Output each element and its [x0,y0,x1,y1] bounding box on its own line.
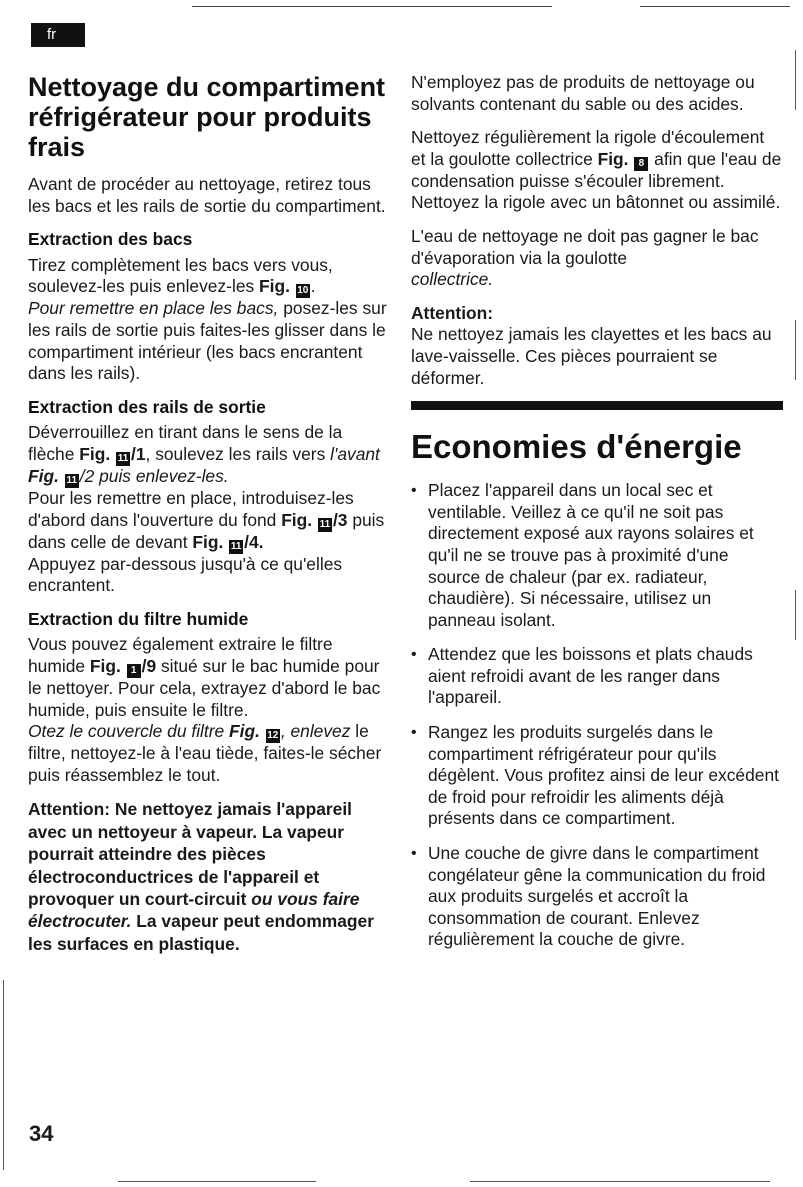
bullet-icon: • [411,724,417,742]
list-item: • Une couche de givre dans le compartiment congélateur gêne la communication du froid aux produits surgelés et accroît la consommation de courant. Enlevez régulièrement la couche de givre. [411,843,766,950]
language-badge: fr [31,23,85,47]
section-paragraph: Vous pouvez également extraire le filtre humide Fig. 1 /9 situé sur le bac humide pour le nettoyer. Pour cela, extrayez d'abord le bac humide, puis ensuite le filtre. Otez le couvercle du filtre Fig. 12 , enlevez le filtre, nettoyez-le à l'eau tiède, faites-le sécher puis réassemblez le tout. [28,634,382,785]
section-heading: Extraction des bacs [28,229,193,250]
bullet-list [411,480,783,951]
section-heading: Extraction du filtre humide [28,608,249,629]
paragraph: N'employez pas de produits de nettoyage ou solvants contenant du sable ou des acides. [411,72,755,114]
bottom-rule [118,1181,316,1182]
figure-ref-icon: 10 [297,285,309,297]
top-rule [192,6,552,7]
bottom-rule [470,1181,770,1182]
bullet-icon: • [411,646,417,664]
figure-ref-icon: 11 [117,452,129,464]
figure-ref-icon: 12 [267,730,279,742]
figure-ref-icon: 11 [319,518,331,530]
right-column [411,72,783,964]
intro-paragraph: Avant de procéder au nettoyage, retirez tous les bacs et les rails de sortie du compartiment. [28,174,386,216]
section-divider [411,401,783,410]
paragraph: Nettoyez régulièrement la rigole d'écoulement et la goulotte collectrice Fig. 8 afin que l'eau de condensation puisse s'écouler librement. Nettoyez la rigole avec un bâtonnet ou assimilé. [411,127,782,213]
bullet-icon: • [411,482,417,500]
page-title: Nettoyage du compartiment réfrigérateur pour produits frais [28,72,386,162]
figure-ref-icon: 1 [127,664,141,678]
margin-mark [3,980,4,1170]
figure-ref-icon: 11 [230,540,242,552]
margin-mark [795,50,796,110]
margin-mark [795,590,796,640]
list-item: • Rangez les produits surgelés dans le compartiment réfrigérateur pour qu'ils dégèlent. Vous profitez ainsi de leur excédent de froid pour refroidir les aliments déjà présents dans ce compartiment. [411,722,779,829]
list-item: • Attendez que les boissons et plats chauds aient refroidi avant de les ranger dans l'appareil. [411,644,753,708]
paragraph: L'eau de nettoyage ne doit pas gagner le bac d'évaporation via la goulotte collectrice. [411,225,759,290]
page-number: 34 [29,1121,54,1146]
section-paragraph: Déverrouillez en tirant dans le sens de la flèche Fig. 11 /1, soulevez les rails vers l'avant Fig. 11 /2 puis enlevez-les. Pour les remettre en place, introduisez-les d'abord dans l'ouverture du fond Fig. 11 /3 puis dans celle de devant Fig. 11 /4. Appuyez par-dessous jusqu'à ce qu'elles encrantent. [28,422,385,596]
section-heading: Extraction des rails de sortie [28,396,266,417]
top-rule [640,6,790,7]
figure-ref-icon: 11 [66,474,78,486]
warning-paragraph: Attention: Ne nettoyez jamais l'appareil avec un nettoyeur à vapeur. La vapeur pourrait atteindre des pièces électroconductrices de l'appareil et provoquer un court-circuit ou vous faire électrocuter. La vapeur peut endommager les surfaces en plastique. [28,799,374,954]
section-title: Economies d'énergie [411,428,742,466]
figure-ref-icon: 8 [634,157,648,171]
section-paragraph: Tirez complètement les bacs vers vous, soulevez-les puis enlevez-les Fig. 10 . Pour remettre en place les bacs, posez-les sur les rails de sortie puis faites-les glisser dans le compartiment intérieur (les bacs encrantent dans les rails). [28,254,387,384]
left-column [28,72,390,967]
margin-mark [795,320,796,380]
list-item: • Placez l'appareil dans un local sec et ventilable. Veillez à ce qu'il ne soit pas directement exposé aux rayons solaires et qu'il ne se trouve pas à proximité d'une source de chaleur (par ex. radiateur, chaudière). Si nécessaire, utilisez un panneau isolant. [411,480,754,630]
attention-paragraph: Attention: Ne nettoyez jamais les clayettes et les bacs au lave-vaisselle. Ces pièces pourraient se déformer. [411,302,772,388]
bullet-icon: • [411,845,417,863]
